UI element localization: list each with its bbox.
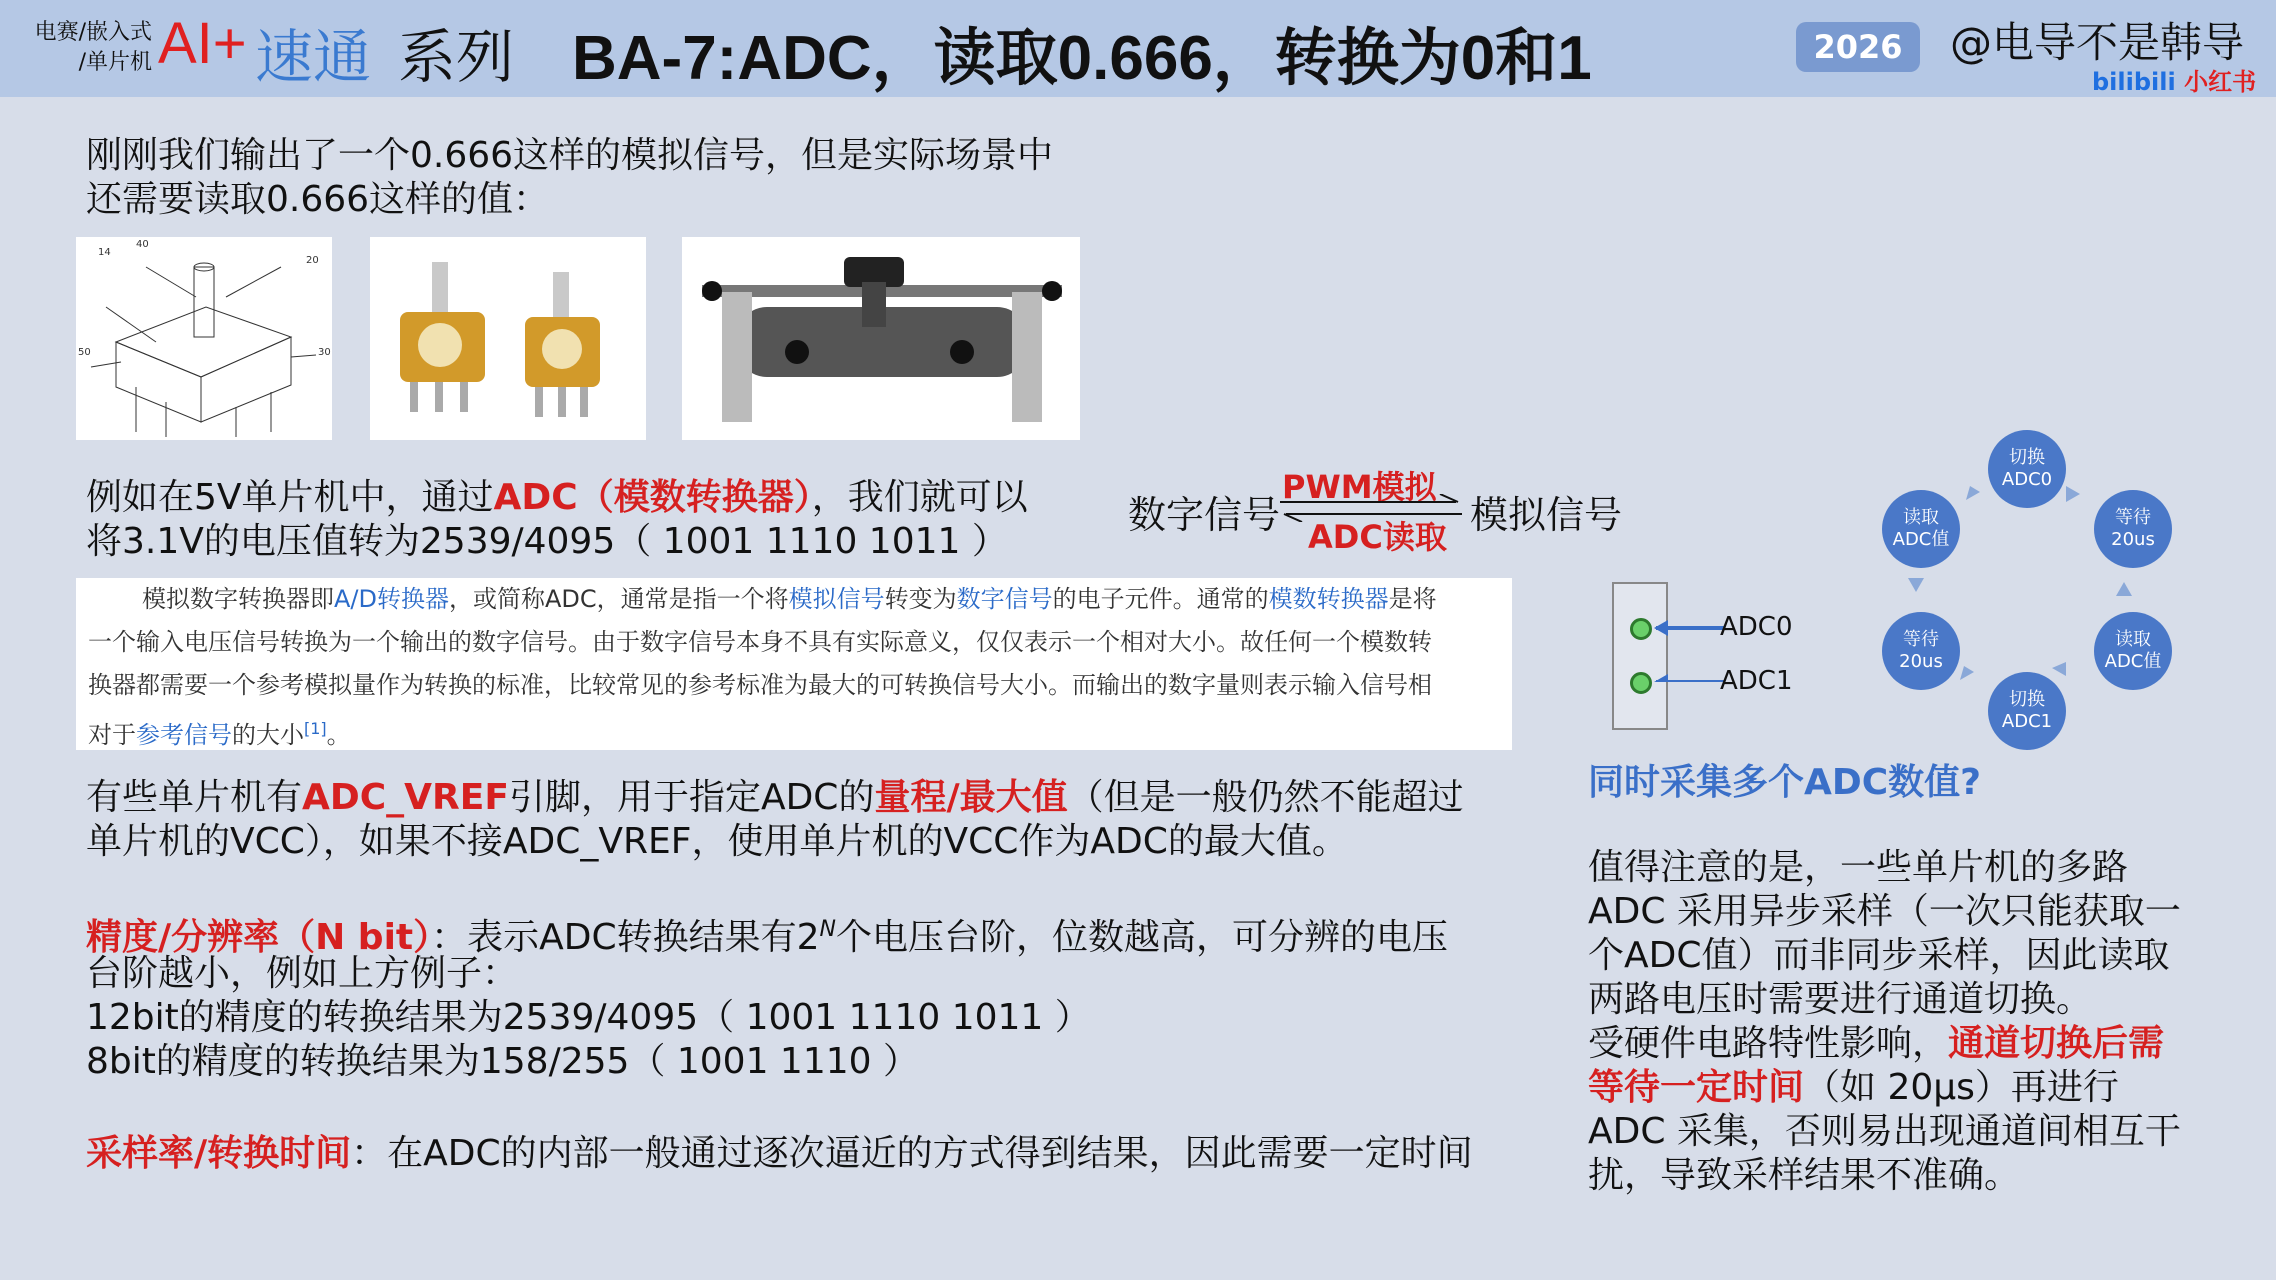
multi-l5-highlight: 通道切换后需 [1948, 1023, 2165, 1064]
precision-title: 精度/分辨率（N bit） [86, 917, 432, 958]
author-handle: @电导不是韩导 [1950, 18, 2245, 67]
quote-link-ad-converter[interactable]: A/D转换器 [334, 585, 449, 613]
rheostat-photo [682, 237, 1080, 440]
adc0-pin-dot [1630, 618, 1652, 640]
joystick-drawing [76, 237, 332, 440]
node-1-line-1: 切换 [2009, 447, 2045, 468]
xiaohongshu-label: 小红书 [2184, 68, 2257, 96]
quote-line-4 [88, 707, 1500, 757]
multi-line-6 [1588, 1066, 2119, 1110]
multi-line-3: 个ADC值）而非同步采样，因此读取 [1588, 935, 2170, 976]
cycle-node-wait-1 [2094, 490, 2172, 568]
series-category [18, 18, 152, 78]
node-3-line-1: 读取 [2115, 629, 2151, 650]
multi-l6-highlight: 等待一定时间 [1588, 1067, 1805, 1108]
adc-intro-line-2: 将3.1V的电压值转为2539/4095（ 1001 1110 1011 ） [86, 521, 1008, 562]
adc-intro-line-1 [86, 476, 1028, 520]
pin-arrows [1650, 612, 1730, 682]
vref-line-1 [86, 776, 1464, 820]
quote-l1-g: 的电子元件。通常的 [1052, 585, 1269, 613]
header-bar [0, 0, 2276, 97]
quote-link-reference-signal[interactable]: 参考信号 [136, 721, 232, 749]
quote-link-digital-signal[interactable]: 数字信号 [956, 585, 1053, 613]
adc-definition-quote [76, 578, 1512, 750]
joystick-number-40: 40 [136, 239, 149, 250]
multi-l5-a: 受硬件电路特性影响， [1588, 1023, 1949, 1064]
quote-l4-d: 。 [326, 721, 351, 749]
node-1-line-2: ADC0 [2001, 469, 2053, 490]
vref-l1-a: 有些单片机有 [86, 777, 303, 818]
adc1-label: ADC1 [1720, 666, 1793, 696]
sampling-text: ：在ADC的内部一般通过逐次逼近的方式得到结果，因此需要一定时间 [351, 1133, 1473, 1174]
quote-line-3: 换器都需要一个参考模拟量作为转换的标准，比较常见的参考标准为最大的可转换信号大小。而输出的数字量则表示输入信号相 [88, 671, 1432, 699]
node-6-line-2: ADC值 [1892, 529, 1950, 550]
quote-link-adc[interactable]: 模数转换器 [1268, 585, 1389, 613]
flow-adc-label: ADC读取 [1308, 518, 1447, 556]
potentiometer-photo [370, 237, 646, 440]
sampling-line [86, 1132, 1473, 1176]
quote-l1-a: 模拟数字转换器即 [142, 585, 334, 613]
joystick-number-20: 20 [306, 255, 319, 266]
node-2-line-1: 等待 [2115, 507, 2151, 528]
node-5-line-1: 等待 [1903, 629, 1939, 650]
joystick-drawing-svg [76, 237, 332, 440]
vref-pin-highlight: ADC_VREF [302, 777, 509, 818]
node-5-line-2: 20us [1899, 651, 1943, 672]
flow-analog-signal: 模拟信号 [1470, 493, 1623, 537]
vref-line-2: 单片机的VCC），如果不接ADC_VREF，使用单片机的VCC作为ADC的最大值。 [86, 821, 1348, 862]
adc-intro-post: ，我们就可以 [811, 477, 1028, 518]
joystick-number-14: 14 [98, 247, 111, 258]
multi-line-1: 值得注意的是，一些单片机的多路 [1588, 847, 2129, 888]
precision-line-4: 8bit的精度的转换结果为158/255（ 1001 1110 ） [86, 1041, 919, 1082]
adc1-pin-dot [1630, 672, 1652, 694]
vref-range-highlight: 量程/最大值 [874, 777, 1068, 818]
category-line-2: /单片机 [78, 50, 152, 75]
quote-citation[interactable]: [1] [304, 719, 327, 738]
multi-l6-b: （如 20μs）再进行 [1804, 1067, 2119, 1108]
vref-l1-c: 引脚，用于指定ADC的 [508, 777, 875, 818]
quote-l1-i: 是将 [1388, 585, 1437, 613]
series-label: 系列 [398, 25, 515, 90]
sutong-label: 速通 [255, 25, 372, 90]
sampling-title: 采样率/转换时间 [86, 1133, 352, 1174]
potentiometer-photo-svg [370, 237, 646, 440]
quote-line-2: 一个输入电压信号转换为一个输出的数字信号。由于数字信号本身不具有实际意义，仅仅表示一个相对大小。故任何一个模数转 [88, 628, 1432, 656]
ai-label: AI+ [158, 11, 247, 76]
intro-line-1: 刚刚我们输出了一个0.666这样的模拟信号，但是实际场景中 [86, 135, 1054, 176]
node-4-line-2: ADC1 [2001, 711, 2053, 732]
platform-labels [2092, 62, 2256, 97]
quote-link-analog-signal[interactable]: 模拟信号 [788, 585, 885, 613]
multi-adc-question: 同时采集多个ADC数值? [1588, 762, 1982, 803]
joystick-number-30: 30 [318, 347, 331, 358]
multi-line-8: 扰，导致采样结果不准确。 [1588, 1155, 2021, 1196]
multi-line-7: ADC 采集，否则易出现通道间相互干 [1588, 1111, 2181, 1152]
adc-term-highlight: ADC（模数转换器） [493, 477, 812, 518]
adc0-label: ADC0 [1720, 612, 1793, 642]
vref-l1-e: （但是一般仍然不能超过 [1067, 777, 1464, 818]
adc-intro-pre: 例如在5V单片机中，通过 [86, 477, 494, 518]
cycle-node-read-2 [1882, 490, 1960, 568]
cycle-node-switch-adc1 [1988, 672, 2066, 750]
bilibili-label: bilibili [2092, 68, 2176, 96]
intro-line-2: 还需要读取0.666这样的值： [86, 179, 550, 220]
multi-line-4: 两路电压时需要进行通道切换。 [1588, 979, 2093, 1020]
quote-line-1 [88, 578, 1500, 621]
node-2-line-2: 20us [2111, 529, 2155, 550]
precision-l1-a: ：表示ADC转换结果有2 [431, 917, 820, 958]
year-badge: 2026 [1796, 22, 1920, 72]
precision-l1-b: 个电压台阶，位数越高，可分辨的电压 [836, 917, 1449, 958]
node-3-line-2: ADC值 [2104, 651, 2162, 672]
precision-exponent: N [819, 917, 836, 942]
node-4-line-1: 切换 [2009, 689, 2045, 710]
joystick-number-50: 50 [78, 347, 91, 358]
cycle-node-switch-adc0 [1988, 430, 2066, 508]
quote-l1-c: ，或简称ADC，通常是指一个将 [448, 585, 789, 613]
node-6-line-1: 读取 [1903, 507, 1939, 528]
precision-line-3: 12bit的精度的转换结果为2539/4095（ 1001 1110 1011 ） [86, 997, 1091, 1038]
flow-pwm-label: PWM模拟 [1282, 468, 1437, 506]
multi-line-2: ADC 采用异步采样（一次只能获取一 [1588, 891, 2181, 932]
rheostat-photo-svg [682, 237, 1080, 440]
quote-l4-a: 对于 [88, 721, 136, 749]
precision-line-2: 台阶越小，例如上方例子： [86, 953, 519, 994]
page-title: BA-7:ADC，读取0.666，转换为0和1 [572, 24, 1592, 93]
quote-l1-e: 转变为 [884, 585, 957, 613]
quote-l4-c: 的大小 [232, 721, 304, 749]
cycle-node-wait-2 [1882, 612, 1960, 690]
cycle-node-read-1 [2094, 612, 2172, 690]
flow-digital-signal: 数字信号 [1128, 493, 1281, 537]
category-line-1: 电赛/嵌入式 [34, 20, 152, 45]
multi-line-5 [1588, 1022, 2164, 1066]
